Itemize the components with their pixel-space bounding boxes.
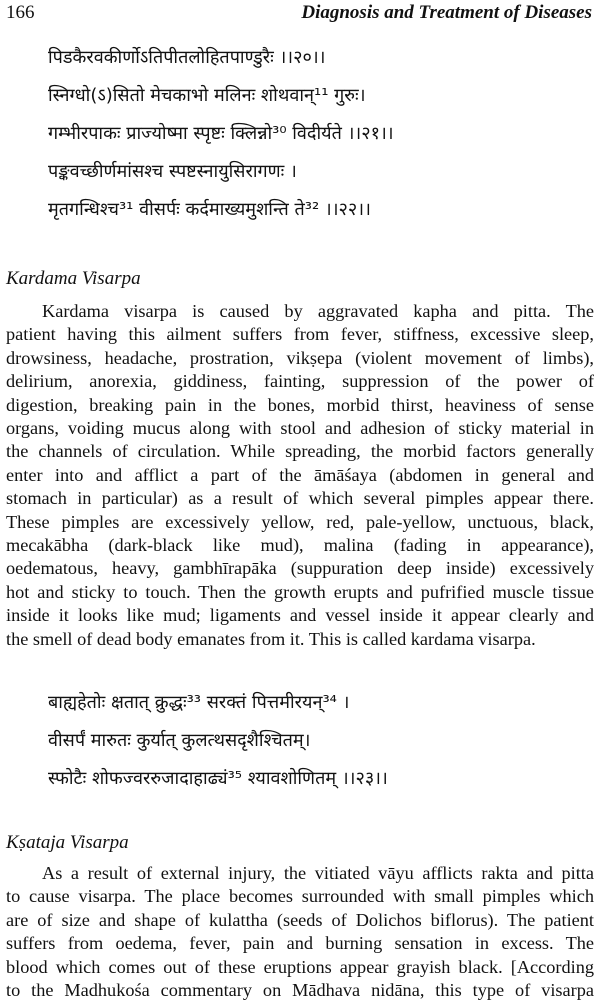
page-number: 166 [6, 2, 35, 23]
paragraph-ksataja [6, 862, 594, 1002]
paragraph-kardama [6, 300, 594, 651]
text-line: suffers from oedema, fever, pain and burning sensation in excess. The [6, 933, 594, 954]
text-line: the channels of circulation. While spreading, the morbid factors generally [6, 441, 594, 462]
text-line: blood which comes out of these eruptions appear grayish black. [According [6, 956, 594, 977]
verse-line: स्निग्धो(ऽ)सितो मेचकाभो मलिनः शोथवान्¹¹ गुरुः। [48, 85, 366, 106]
sanskrit-verse-block-2 [48, 684, 580, 798]
verse-line: स्फोटैः शोफज्वररुजादाहाढ्यं³⁵ श्यावशोणितम् ।।२३।। [48, 768, 388, 789]
text-line: organs, voiding mucus along with stool and adhesion of sticky material in [6, 418, 594, 439]
text-line: As a result of external injury, the vitiated vāyu afflicts rakta and pitta [42, 863, 594, 883]
text-line: patient having this ailment suffers from fever, stiffness, excessive sleep, [6, 324, 594, 345]
text-line: to cause visarpa. The place becomes surrounded with small pimples which [6, 886, 594, 907]
sanskrit-verse-block-1 [48, 39, 580, 229]
verse-line: मृतगन्धिश्च³¹ वीसर्पः कर्दमाख्यमुशन्ति ते³² ।।२२।। [48, 199, 371, 220]
text-line: These pimples are excessively yellow, red, pale-yellow, unctuous, black, [6, 511, 594, 532]
section-heading-kardama: Kardama Visarpa [6, 268, 141, 289]
text-line: to the Madhukośa commentary on Mādhava nidāna, this type of visarpa [6, 980, 594, 1001]
text-line: mecakābha (dark-black like mud), malina (fading in appearance), [6, 535, 594, 556]
text-line: enter into and afflict a part of the āmāśaya (abdomen in general and [6, 464, 594, 485]
text-line: drowsiness, headache, prostration, vikṣepa (violent movement of limbs), [6, 347, 594, 368]
verse-line: वीसर्पं मारुतः कुर्यात् कुलत्थसदृशैश्चितम्। [48, 730, 311, 751]
text-line: stomach in particular) as a result of which several pimples appear there. [6, 488, 594, 509]
text-line: hot and sticky to touch. Then the growth erupts and pufrified muscle tissue [6, 581, 594, 602]
text-line: are of size and shape of kulattha (seeds of Dolichos biflorus). The patient [6, 909, 594, 930]
running-head: Diagnosis and Treatment of Diseases [301, 2, 592, 23]
text-line: the smell of dead body emanates from it. This is called kardama visarpa. [6, 628, 536, 649]
verse-line: बाह्यहेतोः क्षतात् क्रुद्धः³³ सरक्तं पित्तमीरयन्³⁴ । [48, 692, 350, 713]
page-header [6, 2, 592, 28]
text-line: digestion, breaking pain in the bones, morbid thirst, heaviness of sense [6, 394, 594, 415]
verse-line: पिडकैरवकीर्णोऽतिपीतलोहितपाण्डुरैः ।।२०।। [48, 47, 326, 68]
text-line: delirium, anorexia, giddiness, fainting, suppression of the power of [6, 371, 594, 392]
verse-line: गम्भीरपाकः प्राज्योष्मा स्पृष्टः क्लिन्नो³⁰ विदीर्यते ।।२१।। [48, 123, 394, 144]
text-line: inside it looks like mud; ligaments and vessel inside it appear clearly and [6, 605, 594, 626]
text-line: oedematous, heavy, gambhīrapāka (suppuration deep inside) excessively [6, 558, 594, 579]
text-line: Kardama visarpa is caused by aggravated kapha and pitta. The [42, 301, 594, 321]
verse-line: पङ्कवच्छीर्णमांसश्च स्पष्टस्नायुसिरागणः । [48, 161, 297, 182]
section-heading-ksataja: Kṣataja Visarpa [6, 832, 129, 853]
